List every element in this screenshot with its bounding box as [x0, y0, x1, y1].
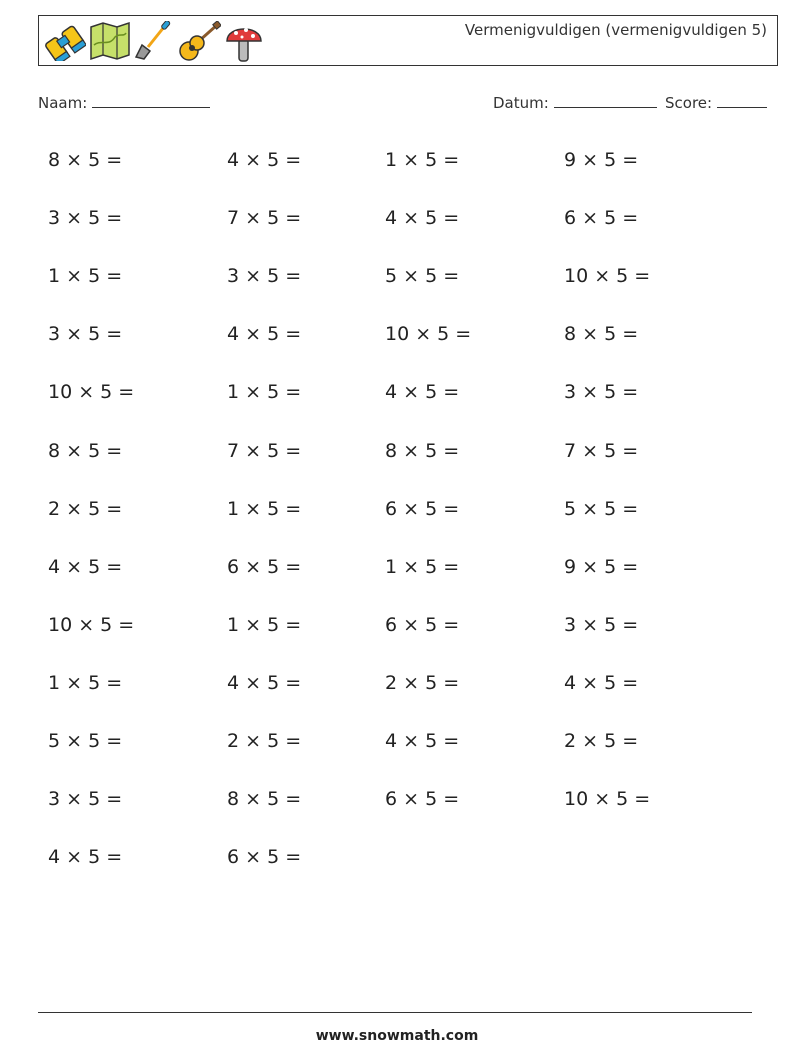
- problem-item: 7 × 5 =: [564, 439, 639, 462]
- problem-item: 8 × 5 =: [564, 323, 639, 346]
- guitar-icon: [177, 21, 221, 61]
- score-blank[interactable]: [717, 93, 767, 108]
- problem-item: 7 × 5 =: [227, 207, 302, 230]
- problem-item: 7 × 5 =: [227, 439, 302, 462]
- problem-item: 5 × 5 =: [385, 265, 460, 288]
- problem-item: 3 × 5 =: [227, 265, 302, 288]
- shovel-icon: [134, 21, 174, 61]
- problem-item: 10 × 5 =: [48, 613, 135, 636]
- mushroom-icon: [224, 19, 264, 63]
- problem-item: 9 × 5 =: [564, 555, 639, 578]
- footer-url: www.snowmath.com: [315, 1028, 479, 1044]
- problem-item: 8 × 5 =: [385, 439, 460, 462]
- problem-item: 8 × 5 =: [48, 149, 123, 171]
- problem-item: 4 × 5 =: [385, 207, 460, 230]
- problem-item: 3 × 5 =: [48, 788, 123, 811]
- problem-item: 5 × 5 =: [564, 497, 639, 520]
- problem-item: 2 × 5 =: [385, 671, 460, 694]
- problem-item: 8 × 5 =: [227, 788, 302, 811]
- worksheet-header: [38, 15, 778, 66]
- map-icon: [89, 21, 131, 61]
- problem-item: 4 × 5 =: [48, 846, 123, 869]
- problem-item: 4 × 5 =: [48, 555, 123, 578]
- name-field: [38, 93, 210, 112]
- problem-item: 6 × 5 =: [385, 788, 460, 811]
- problem-item: 2 × 5 =: [227, 730, 302, 752]
- problem-item: 8 × 5 =: [48, 439, 123, 462]
- problem-item: 5 × 5 =: [48, 730, 123, 752]
- problem-item: 1 × 5 =: [385, 555, 460, 578]
- problem-item: 10 × 5 =: [564, 265, 651, 288]
- problem-item: 6 × 5 =: [564, 207, 639, 230]
- problem-item: 1 × 5 =: [385, 149, 460, 171]
- date-blank[interactable]: [554, 93, 657, 108]
- problem-item: 3 × 5 =: [564, 381, 639, 404]
- problem-item: 2 × 5 =: [48, 497, 123, 520]
- problem-item: 4 × 5 =: [227, 149, 302, 171]
- problem-item: 1 × 5 =: [227, 613, 302, 636]
- problem-item: 6 × 5 =: [385, 613, 460, 636]
- binoculars-icon: [42, 21, 86, 61]
- name-blank[interactable]: [92, 93, 210, 108]
- problem-item: 3 × 5 =: [48, 207, 123, 230]
- problem-item: 6 × 5 =: [227, 555, 302, 578]
- problem-item: 4 × 5 =: [564, 671, 639, 694]
- name-label: Naam:: [38, 94, 88, 112]
- problem-item: 4 × 5 =: [385, 381, 460, 404]
- worksheet-title: Vermenigvuldigen (vermenigvuldigen 5): [464, 21, 767, 39]
- problem-item: 9 × 5 =: [564, 149, 639, 171]
- header-icons: [42, 19, 264, 63]
- date-field: [493, 93, 657, 112]
- score-label: Score:: [665, 94, 713, 112]
- footer-divider: [38, 1012, 752, 1013]
- problem-item: 1 × 5 =: [227, 497, 302, 520]
- date-label: Datum:: [493, 94, 549, 112]
- problem-item: 4 × 5 =: [227, 671, 302, 694]
- problem-item: 6 × 5 =: [385, 497, 460, 520]
- problem-item: 4 × 5 =: [227, 323, 302, 346]
- problem-item: 10 × 5 =: [564, 788, 651, 811]
- problem-item: 6 × 5 =: [227, 846, 302, 869]
- problem-item: 2 × 5 =: [564, 730, 639, 752]
- problem-item: 1 × 5 =: [48, 265, 123, 288]
- score-field: [665, 93, 767, 112]
- problem-item: 4 × 5 =: [385, 730, 460, 752]
- problem-item: 3 × 5 =: [48, 323, 123, 346]
- problem-item: 1 × 5 =: [227, 381, 302, 404]
- problem-item: 10 × 5 =: [48, 381, 135, 404]
- problem-item: 10 × 5 =: [385, 323, 472, 346]
- problem-item: 3 × 5 =: [564, 613, 639, 636]
- problem-item: 1 × 5 =: [48, 671, 123, 694]
